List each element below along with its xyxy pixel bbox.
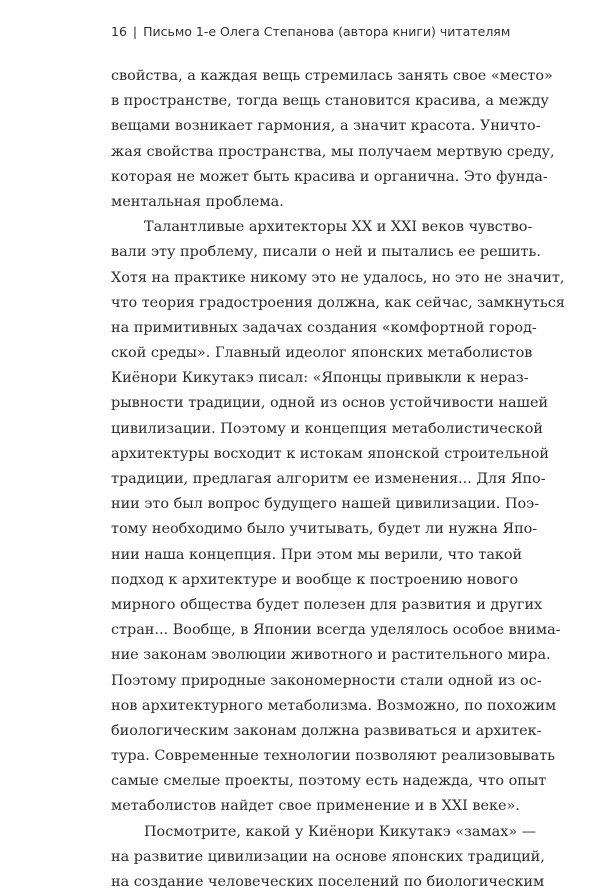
chapter-title: Письмо 1-е Олега Степанова (автора книги) читателям	[143, 24, 511, 39]
text-line: традиции, предлагая алгоритм ее изменения... Для Япо-	[111, 471, 546, 487]
paragraph-first-line: Талантливые архитекторы XX и XXI веков чувство-	[144, 219, 533, 236]
header-separator: |	[132, 24, 138, 39]
text-line: вали эту проблему, писали о ней и пытались ее решить.	[111, 244, 541, 261]
text-line: нов архитектурного метаболизма. Возможно, по похожим	[111, 697, 557, 714]
text-line: ментальная проблема.	[111, 193, 284, 210]
text-line: метаболистов найдет свое применение и в XXI веке».	[111, 798, 520, 815]
text-line: Поэтому природные закономерности стали одной из ос-	[111, 672, 542, 689]
text-line: подход к архитектуре и вообще к построению нового	[111, 571, 519, 588]
text-line: тому необходимо было учитывать, будет ли нужна Япо-	[111, 521, 538, 538]
text-line: ской среды». Главный идеолог японских метаболистов	[111, 345, 533, 362]
text-line: самые смелые проекты, поэтому есть надежда, что опыт	[111, 773, 547, 790]
text-line: Киёнори Кикутакэ писал: «Японцы привыкли к нераз-	[111, 370, 529, 387]
text-line: в пространстве, тогда вещь становится красива, а между	[111, 93, 549, 110]
text-line: цивилизации. Поэтому и концепция метаболистической	[111, 420, 543, 437]
text-line: нии это был вопрос будущего нашей цивилизации. Поэ-	[111, 496, 540, 513]
page-number: 16	[111, 24, 127, 39]
text-line: что теория градостроения должна, как сейчас, замкнуться	[111, 294, 565, 311]
text-line: на примитивных задачах создания «комфортной город-	[111, 319, 537, 336]
paragraph-first-line: Посмотрите, какой у Киёнори Кикутакэ «замах» —	[144, 823, 537, 840]
running-head	[111, 24, 510, 39]
text-line: жая свойства пространства, мы получаем мертвую среду,	[111, 143, 555, 160]
text-line: тура. Современные технологии позволяют реализовывать	[111, 748, 556, 765]
text-line: Хотя на практике никому это не удалось, но это не значит,	[111, 269, 565, 286]
text-line: стран... Вообще, в Японии всегда уделялось особое внима-	[111, 622, 561, 639]
text-line: на создание человеческих поселений по биологическим	[111, 874, 545, 890]
text-line: мирного общества будет полезен для развития и других	[111, 596, 543, 613]
text-line: на развитие цивилизации на основе японских традиций,	[111, 848, 545, 865]
text-line: свойства, а каждая вещь стремилась занять свое «место»	[111, 68, 553, 84]
text-line: которая не может быть красива и органична. Это фунда-	[111, 168, 548, 185]
text-line: нии наша концепция. При этом мы верили, что такой	[111, 546, 523, 563]
text-line: рывности традиции, одной из основ устойчивости нашей	[111, 395, 549, 412]
text-line: вещами возникает гармония, а значит красота. Уничто-	[111, 118, 541, 135]
text-line: архитектуры восходит к истокам японской строительной	[111, 445, 550, 462]
body-text	[111, 64, 565, 895]
text-line: ние законам эволюции животного и растительного мира.	[111, 647, 551, 664]
text-line: биологическим законам должна развиваться и архитек-	[111, 722, 542, 739]
